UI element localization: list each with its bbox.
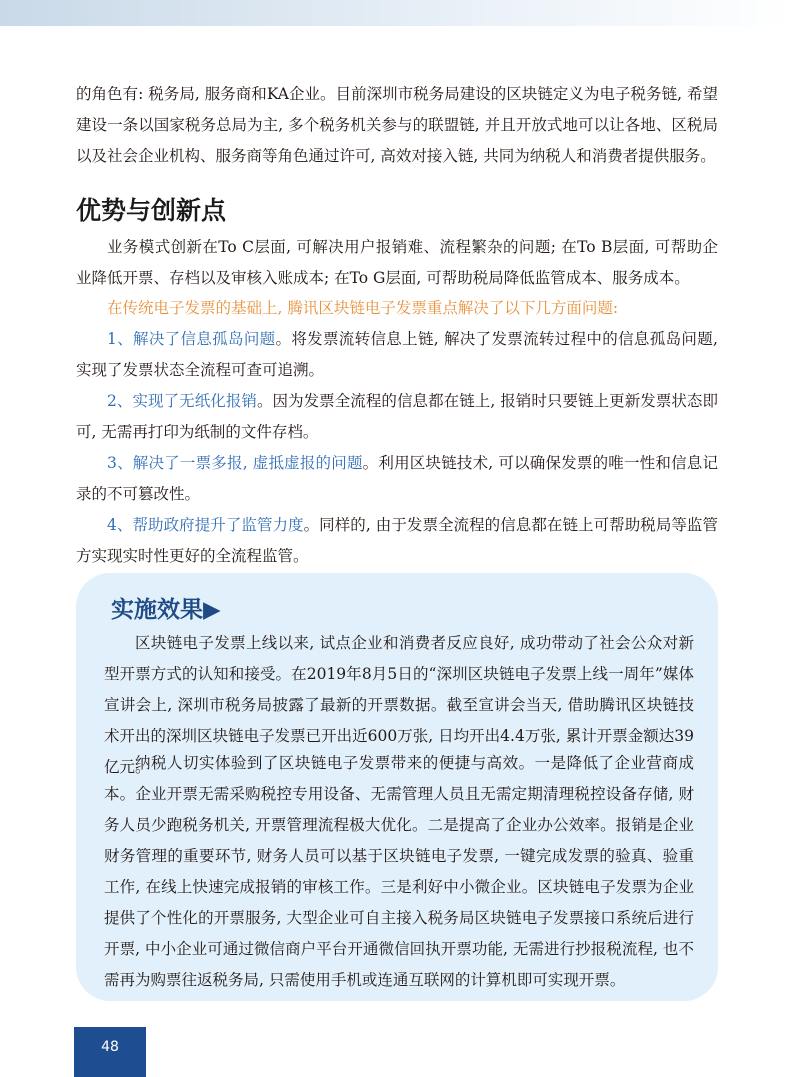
intro-paragraph: 的角色有: 税务局, 服务商和KA企业。目前深圳市税务局建设的区块链定义为电子税务链, 希望建设一条以国家税务总局为主, 多个税务机关参与的联盟链, 并且开放式地可以让各地、区税局以及社会企业机构、服务商等角色通过许可, 高效对接入链, 共同为纳税人和消费者提供服务。 (76, 85, 718, 165)
point-1-text: 。将发票流转信息上链, 解决了发票流转过程中的信息孤岛问题, 实现了发票状态全流程可查可追溯。 (76, 330, 718, 379)
point-4-highlight: 4、帮助政府提升了监管力度 (107, 516, 304, 534)
orange-lead-text: 在传统电子发票的基础上, 腾讯区块链电子发票重点解决了以下几方面问题: (107, 299, 619, 317)
point-3-paragraph (76, 448, 718, 510)
point-2-paragraph (76, 386, 718, 448)
point-4-paragraph (76, 510, 718, 572)
page-number: 48 (101, 1039, 119, 1055)
page-number-box (74, 1027, 146, 1077)
effect-box-title: 实施效果▶ (111, 597, 221, 623)
section-heading: 优势与创新点 (76, 196, 227, 225)
top-decor-bar (0, 0, 793, 26)
business-model-paragraph: 业务模式创新在To C层面, 可解决用户报销难、流程繁杂的问题; 在To B层面, 可帮助企业降低开票、存档以及审核入账成本; 在To G层面, 可帮助税局降低监管成本、服务成本。 (76, 238, 718, 287)
point-3-highlight: 3、解决了一票多报, 虚抵虚报的问题 (107, 454, 363, 472)
point-2-text: 。因为发票全流程的信息都在链上, 报销时只要链上更新发票状态即可, 无需再打印为纸制的文件存档。 (76, 392, 718, 441)
point-3-text: 。利用区块链技术, 可以确保发票的唯一性和信息记录的不可篡改性。 (76, 454, 718, 503)
point-1-paragraph (76, 324, 718, 386)
effect-paragraph-1: 区块链电子发票上线以来, 试点企业和消费者反应良好, 成功带动了社会公众对新型开票方式的认知和接受。在2019年8月5日的“深圳区块链电子发票上线一周年”媒体宣讲会上, 深圳市税务局披露了最新的开票数据。截至宣讲会当天, 借助腾讯区块链技术开出的深圳区块链电子发票已开出近600万张, 日均开出4.4万张, 累计开票金额达39亿元。 (104, 634, 694, 776)
point-2-highlight: 2、实现了无纸化报销 (107, 392, 257, 410)
point-1-highlight: 1、解决了信息孤岛问题 (107, 330, 276, 348)
point-4-text: 。同样的, 由于发票全流程的信息都在链上可帮助税局等监管方实现实时性更好的全流程监管。 (76, 516, 718, 565)
effect-paragraph-2: 纳税人切实体验到了区块链电子发票带来的便捷与高效。一是降低了企业营商成本。企业开票无需采购税控专用设备、无需管理人员且无需定期清理税控设备存储, 财务人员少跑税务机关, 开票管理流程极大优化。二是提高了企业办公效率。报销是企业财务管理的重要环节, 财务人员可以基于区块链电子发票, 一键完成发票的验真、验重工作, 在线上快速完成报销的审核工作。三是利好中小微企业。区块链电子发票为企业提供了个性化的开票服务, 大型企业可自主接入税务局区块链电子发票接口系统后进行开票, 中小企业可通过微信商户平台开通微信回执开票功能, 无需进行抄报税流程, 也不需再为购票往返税务局, 只需使用手机或连通互联网的计算机即可实现开票。 (104, 754, 694, 989)
